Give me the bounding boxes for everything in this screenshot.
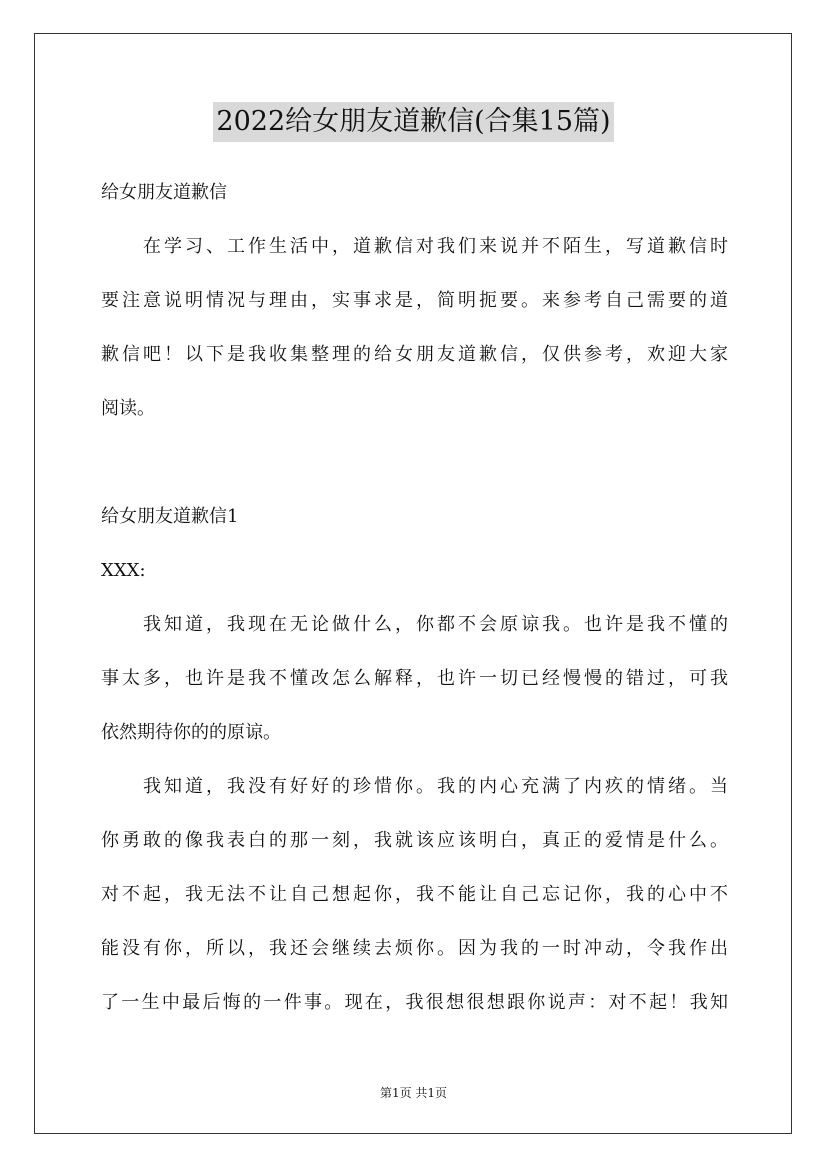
page-footer: 第1页 共1页 [379,1086,448,1100]
section-gap [101,436,728,490]
document-title: 2022给女朋友道歉信(合集15篇) [213,102,613,142]
letter-heading: 给女朋友道歉信1 [101,506,239,527]
title-container [0,102,827,142]
salutation: XXX: [101,560,146,581]
paragraph-line: 我知道，我现在无论做什么，你都不会原谅我。也许是我不懂的 [143,614,728,635]
paragraph-line: 了一生中最后悔的一件事。现在，我很想很想跟你说声：对不起！我知 [101,992,728,1013]
paragraph-line: 事太多，也许是我不懂改怎么解释，也许一切已经慢慢的错过，可我 [101,668,728,689]
paragraph-line: 你勇敢的像我表白的那一刻，我就该应该明白，真正的爱情是什么。 [101,830,728,851]
paragraph-line: 依然期待你的的原谅。 [101,722,281,743]
paragraph-line: 对不起，我无法不让自己想起你，我不能让自己忘记你，我的心中不 [101,884,728,905]
intro-line: 歉信吧！以下是我收集整理的给女朋友道歉信，仅供参考，欢迎大家 [101,344,728,365]
document-body [101,166,728,1030]
paragraph-line: 我知道，我没有好好的珍惜你。我的内心充满了内疚的情绪。当 [143,776,728,797]
intro-heading: 给女朋友道歉信 [101,182,227,203]
intro-line: 在学习、工作生活中，道歉信对我们来说并不陌生，写道歉信时 [143,236,728,257]
paragraph-line: 能没有你，所以，我还会继续去烦你。因为我的一时冲动，令我作出 [101,938,728,959]
intro-line: 阅读。 [101,398,155,419]
intro-line: 要注意说明情况与理由，实事求是，简明扼要。来参考自己需要的道 [101,290,728,311]
